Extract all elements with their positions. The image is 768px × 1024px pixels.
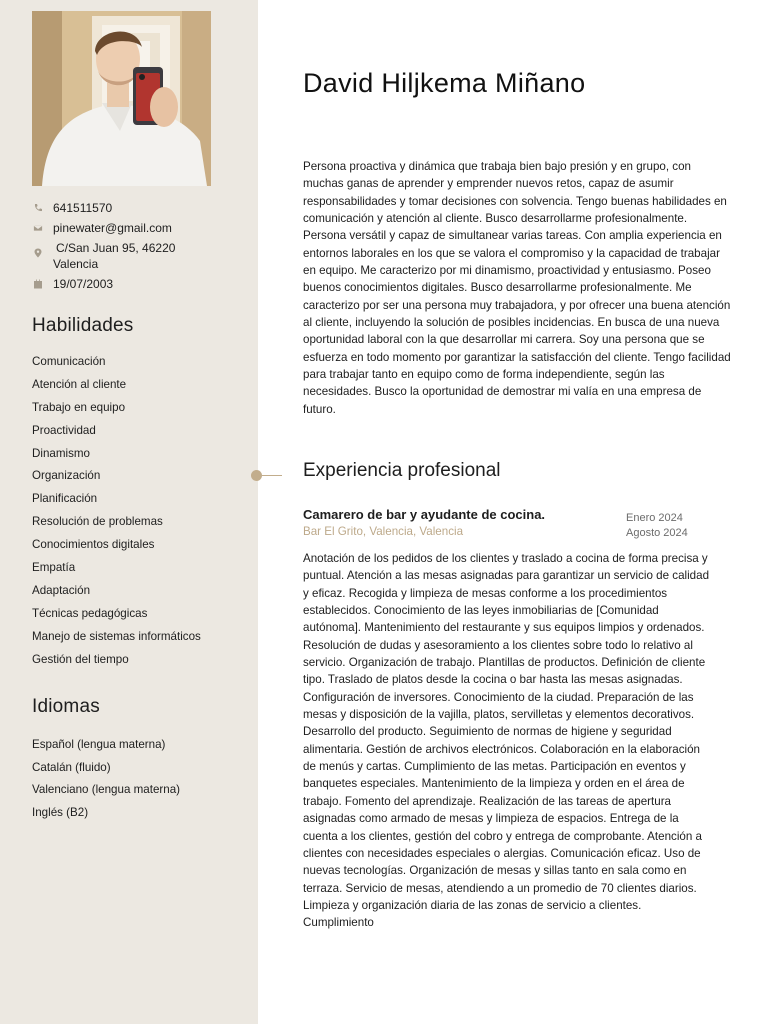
email-text: pinewater@gmail.com	[53, 221, 172, 235]
list-item: Catalán (fluido)	[32, 760, 111, 774]
list-item: Gestión del tiempo	[32, 652, 129, 666]
skills-heading: Habilidades	[32, 315, 134, 336]
list-item: Inglés (B2)	[32, 805, 89, 819]
phone-text: 641511570	[53, 201, 113, 215]
languages-list	[32, 737, 180, 827]
list-item: Comunicación	[32, 355, 106, 368]
list-item: Técnicas pedagógicas	[32, 606, 148, 620]
list-item: Manejo de sistemas informáticos	[32, 629, 201, 643]
page-title: David Hiljkema Miñano	[303, 68, 586, 98]
profile-summary: Persona proactiva y dinámica que trabaja bien bajo presión y en grupo, con muchas ganas de aprender y emprender nuevos retos, capaz de asumir responsabilidades y tomar decisiones con solvencia. Tengo buenas habilidades en comunicación y atención al cliente. Busco desarrollarme profesionalmente. Persona versátil y capaz de simultanear varias tareas. Con amplia experiencia en entornos laborales en los que se valora el compromiso y la capacidad de trabajar en equipo. Me caracterizo por mi dinamismo, proactividad y entusiasmo. Poseo buenos conocimientos digitales. Busco desarrollarme profesionalmente. Me caracterizo por ser una persona muy trabajadora, y por ofrecer una buena atención al cliente, incluyendo la solución de posibles incidencias. En busca de una nueva oportunidad laboral con la que desarrollar mi carrera. Soy una persona que se esfuerza en todo momento por garantizar la satisfacción del cliente. Tengo facilidad para trabajar tanto en equipo como de forma independiente, según las necesidades. Busco la oportunidad de demostrar mi valía en una empresa de futuro.	[303, 160, 731, 416]
experience-heading: Experiencia profesional	[303, 460, 501, 481]
job-description: Anotación de los pedidos de los clientes y traslado a cocina de forma precisa y puntual. Atención a las mesas asignadas para garantizar un servicio de calidad y eficaz. Recogida y limpieza de mesas conforme a los procedimientos establecidos. Conocimiento de las leyes inmobiliarias de [Comunidad autónoma]. Mantenimiento del restaurante y sus equipos limpios y ordenados. Resolución de dudas y asesoramiento a los clientes sobre todo lo relativo al servicio. Organización de trabajo. Plantillas de productos. Definición de cliente tipo. Traslado de platos desde la cocina o bar hasta las mesas asignadas. Configuración de inversores. Conocimiento de la ciudad. Preparación de las mesas y disposición de la vajilla, platos, servilletas y elementos decorativos. Desarrollo del producto. Seguimiento de normas de higiene y seguridad alimentaria. Gestión de archivos electrónicos. Colaboración en la elaboración de menús y cartas. Cumplimiento de las metas. Participación en eventos y banquetes especiales. Mantenimiento de la limpieza y orden en el área de trabajo. Fomento del aprendizaje. Realización de las tareas de apertura asignadas como armado de mesas y limpieza de espacios. Entrega de la cuenta a los clientes, gestión del cobro y entrega de comprobante. Atención a clientes con necesidades especiales o alergias. Comunicación eficaz. Uso de nuevas tecnologías. Organización de mesas y sillas tanto en sala como en terraza. Servicio de mesas, atendiendo a un promedio de 70 clientes diarios. Limpieza y organización diaria de las zonas de servicio a clientes. Cumplimiento	[303, 552, 710, 930]
email-icon	[32, 223, 44, 235]
address-text: C/San Juan 95, 46220 Valencia	[53, 241, 176, 271]
list-item: Valenciano (lengua materna)	[32, 783, 181, 796]
list-item: Proactividad	[32, 423, 96, 437]
list-item: Atención al cliente	[32, 377, 127, 391]
timeline-line	[262, 475, 282, 476]
list-item: Organización	[32, 469, 101, 483]
languages-heading: Idiomas	[32, 696, 100, 717]
list-item: Trabajo en equipo	[32, 400, 126, 414]
list-item: Planificación	[32, 492, 98, 506]
job-company: Bar El Grito, Valencia, Valencia	[303, 525, 464, 538]
email-item	[32, 220, 247, 236]
timeline-dot	[251, 470, 262, 481]
job-dates	[626, 511, 688, 541]
skills-list	[32, 354, 201, 674]
address-item	[32, 240, 247, 272]
calendar-icon	[32, 279, 44, 291]
location-icon	[32, 248, 44, 260]
birthdate-item	[32, 276, 247, 292]
list-item: Español (lengua materna)	[32, 738, 166, 751]
job-end-date: Agosto 2024	[626, 527, 688, 539]
contact-info	[32, 200, 247, 296]
list-item: Conocimientos digitales	[32, 538, 155, 552]
birthdate-text: 19/07/2003	[53, 277, 114, 291]
job-title: Camarero de bar y ayudante de cocina.	[303, 507, 546, 522]
job-start-date: Enero 2024	[626, 512, 683, 524]
phone-icon	[32, 203, 44, 215]
sidebar	[0, 0, 258, 1024]
list-item: Empatía	[32, 561, 76, 575]
list-item: Adaptación	[32, 583, 91, 597]
list-item: Resolución de problemas	[32, 515, 163, 529]
profile-photo	[32, 11, 211, 186]
list-item: Dinamismo	[32, 446, 90, 460]
phone-item	[32, 200, 247, 216]
